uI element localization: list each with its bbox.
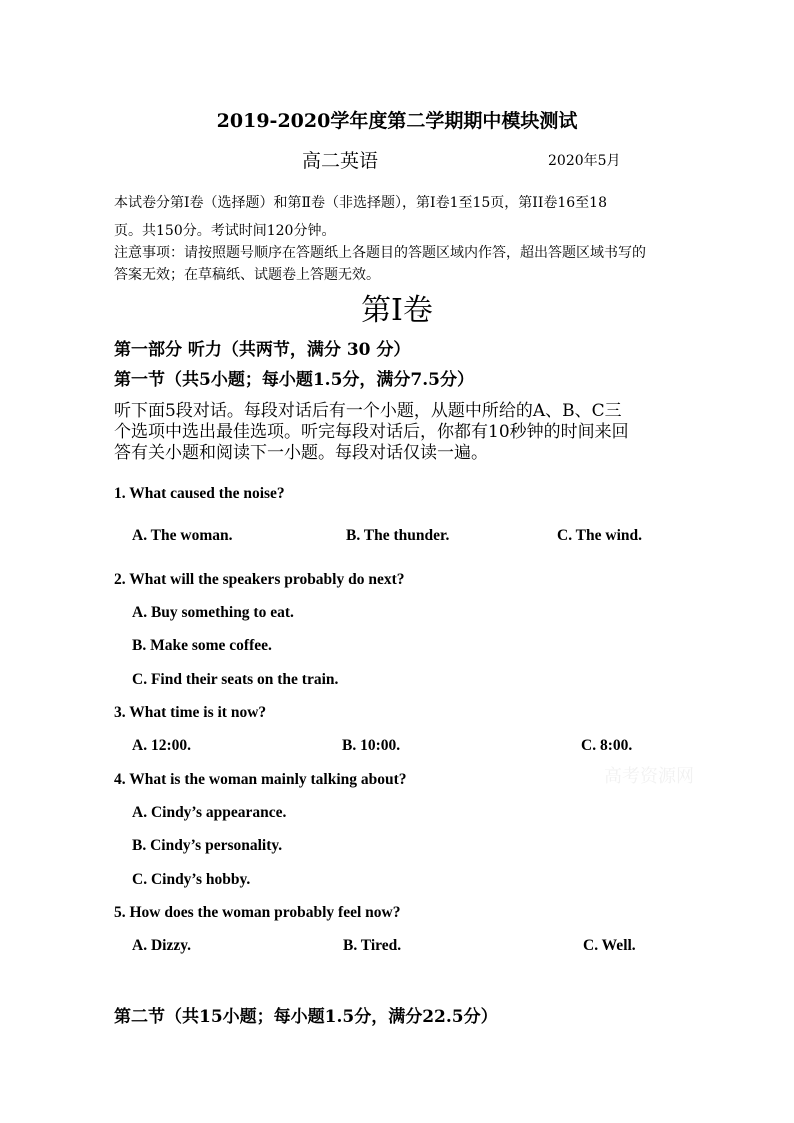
q1-option-b: B. The thunder.: [346, 527, 450, 544]
intro-line-1: 本试卷分第Ⅰ卷（选择题）和第Ⅱ卷（非选择题），第Ⅰ卷1至15页，第II卷16至18: [114, 195, 607, 211]
question-5: 5. How does the woman probably feel now?: [114, 904, 401, 921]
q5-option-c: C. Well.: [583, 937, 636, 954]
intro-line-3: 注意事项：请按照题号顺序在答题纸上各题目的答题区域内作答，超出答题区域书写的: [114, 245, 646, 261]
q5-option-a: A. Dizzy.: [132, 937, 191, 954]
volume-title: 第Ⅰ卷: [361, 293, 433, 328]
q4-option-c: C. Cindy’s hobby.: [132, 871, 251, 888]
question-1: 1. What caused the noise?: [114, 485, 285, 502]
question-4: 4. What is the woman mainly talking about?: [114, 771, 407, 788]
q2-option-c: C. Find their seats on the train.: [132, 671, 339, 688]
question-3: 3. What time is it now?: [114, 704, 267, 721]
intro-line-4: 答案无效；在草稿纸、试题卷上答题无效。: [114, 267, 380, 283]
intro-line-2: 页。共150分。考试时间120分钟。: [114, 223, 336, 239]
part1-heading: 第一部分 听力（共两节，满分 30 分）: [114, 340, 411, 360]
exam-subject: 高二英语: [302, 150, 379, 172]
exam-date: 2020年5月: [548, 153, 621, 169]
exam-title: 2019-2020学年度第二学期期中模块测试: [216, 110, 578, 132]
q3-option-a: A. 12:00.: [132, 737, 191, 754]
instruction-line: 答有关小题和阅读下一小题。每段对话仅读一遍。: [114, 443, 488, 463]
question-2: 2. What will the speakers probably do next?: [114, 571, 405, 588]
q5-option-b: B. Tired.: [343, 937, 402, 954]
watermark: 高考资源网: [604, 766, 694, 787]
section1-heading: 第一节（共5小题；每小题1.5分，满分7.5分）: [114, 370, 474, 390]
q1-option-a: A. The woman.: [132, 527, 233, 544]
q4-option-b: B. Cindy’s personality.: [132, 837, 283, 854]
q1-option-c: C. The wind.: [557, 527, 642, 544]
q3-option-b: B. 10:00.: [342, 737, 401, 754]
q3-option-c: C. 8:00.: [581, 737, 633, 754]
instruction-line: 个选项中选出最佳选项。听完每段对话后，你都有10秒钟的时间来回: [114, 422, 629, 442]
q2-option-a: A. Buy something to eat.: [132, 604, 294, 621]
q4-option-a: A. Cindy’s appearance.: [132, 804, 287, 821]
q2-option-b: B. Make some coffee.: [132, 637, 272, 654]
instruction-line: 听下面5段对话。每段对话后有一个小题，从题中所给的A、B、C三: [114, 401, 622, 421]
section2-heading: 第二节（共15小题；每小题1.5分，满分22.5分）: [114, 1007, 498, 1027]
